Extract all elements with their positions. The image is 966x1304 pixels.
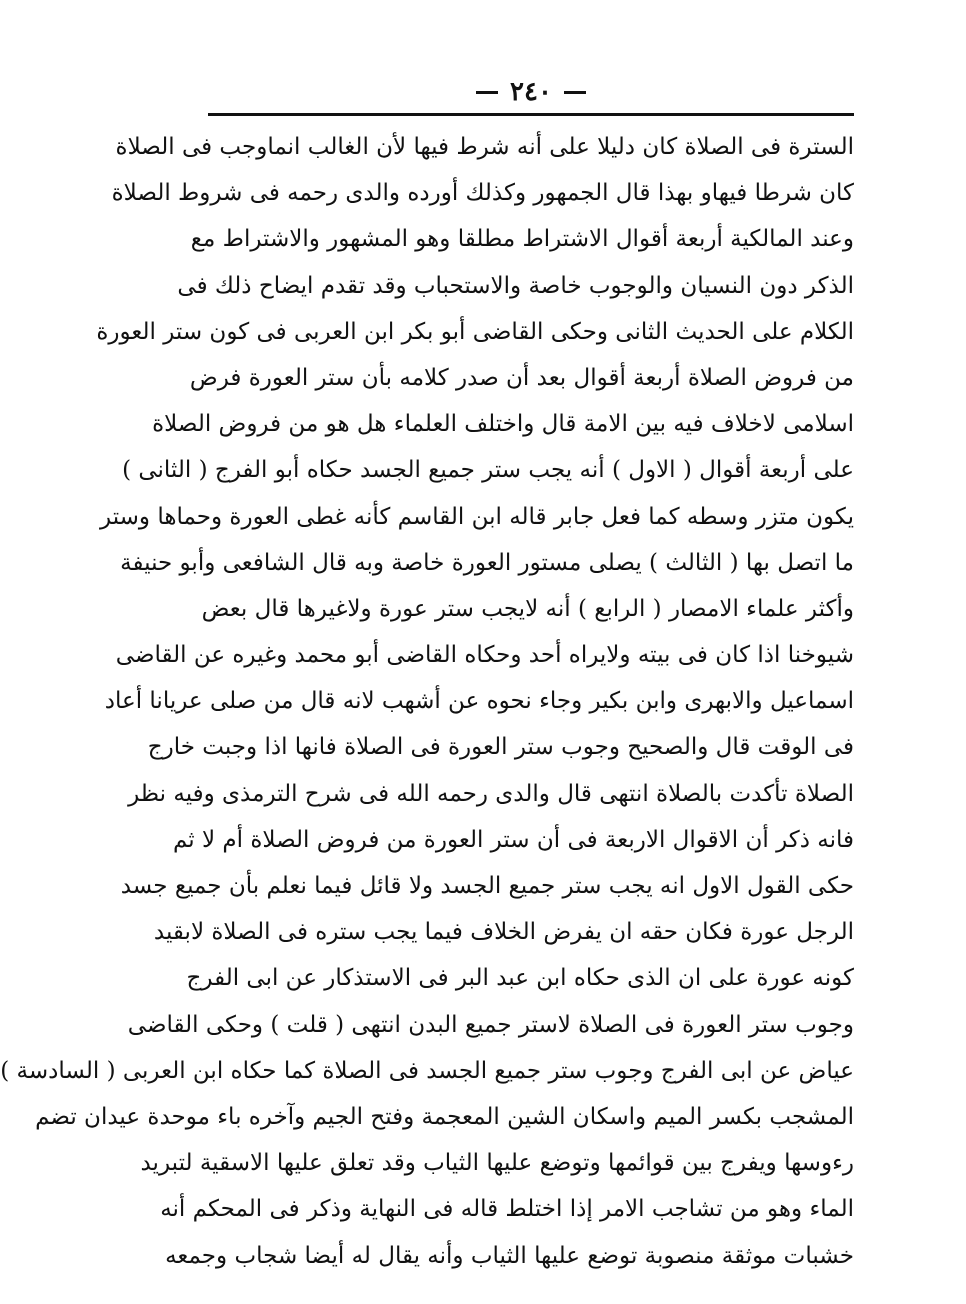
text-line: اسماعيل والابهرى وابن بكير وجاء نحوه عن أشهب لانه قال من صلى عريانا أعاد xyxy=(104,688,854,715)
header-rule xyxy=(208,113,854,116)
text-line: المشجب بكسر الميم واسكان الشين المعجمة وفتح الجيم وآخره باء موحدة عيدان تضم xyxy=(35,1103,854,1130)
text-line: خشبات موثقة منصوبة توضع عليها الثياب وأنه يقال له أيضا شجاب وجمعه xyxy=(165,1242,854,1269)
text-line: عياض عن ابى الفرج وجوب ستر جميع الجسد فى الصلاة كما حكاه ابن العربى ( السادسة ) xyxy=(0,1057,854,1084)
text-line: الذكر دون النسيان والوجوب خاصة والاستحباب وقد تقدم ايضاح ذلك فى xyxy=(177,272,854,299)
text-line: وجوب ستر العورة فى الصلاة لاستر جميع البدن انتهى ( قلت ) وحكى القاضى xyxy=(127,1011,854,1038)
text-line: السترة فى الصلاة كان دليلا على أنه شرط فيها لأن الغالب انماوجب فى الصلاة xyxy=(115,134,854,160)
page-header xyxy=(208,72,854,112)
text-line: كونه عورة على ان الذى حكاه ابن عبد البر فى الاستذكار عن ابى الفرج xyxy=(186,965,854,992)
right-dash xyxy=(564,91,586,94)
text-line: على أربعة أقوال ( الاول ) أنه يجب ستر جميع الجسد حكاه أبو الفرج ( الثانى ) xyxy=(122,457,854,484)
text-line: من فروض الصلاة أربعة أقوال بعد أن صدر كلامه بأن ستر العورة فرض xyxy=(189,364,854,391)
text-line: كان شرطا فيهاو بهذا قال الجمهور وكذلك أورده والدى رحمه فى شروط الصلاة xyxy=(111,180,854,207)
text-line: اسلامى لاخلاف فيه بين الامة قال واختلف العلماء هل هو من فروض الصلاة xyxy=(152,411,854,438)
text-line: فى الوقت قال والصحيح وجوب ستر العورة فى الصلاة فانها اذا وجبت خارج xyxy=(147,734,854,761)
text-line: الكلام على الحديث الثانى وحكى القاضى أبو بكر ابن العربى فى كون ستر العورة xyxy=(96,318,854,345)
text-line: الصلاة تأكدت بالصلاة انتهى قال والدى رحمه الله فى شرح الترمذى وفيه نظر xyxy=(128,780,854,807)
page-number: ٢٤٠ xyxy=(510,77,552,107)
body-text xyxy=(0,124,854,1279)
text-line: يكون متزر وسطه كما فعل جابر قاله ابن القاسم كأنه غطى العورة وحماها وستر xyxy=(100,503,854,530)
text-line: فانه ذكر أن الاقوال الاربعة فى أن ستر العورة من فروض الصلاة أم لا ثم xyxy=(172,826,854,853)
text-line: الرجل عورة فكان حقه ان يفرض الخلاف فيما يجب ستره فى الصلاة لابقيد xyxy=(153,919,854,946)
left-dash xyxy=(476,91,498,94)
text-line: رءوسها ويفرج بين قوائمها وتوضع عليها الثياب وقد تعلق عليها الاسقية لتبريد xyxy=(140,1150,854,1177)
text-line: وعند المالكية أربعة أقوال الاشتراط مطلقا وهو المشهور والاشتراط مع xyxy=(190,226,854,253)
text-line: وأكثر علماء الامصار ( الرابع ) أنه لايجب ستر عورة ولاغيرها قال بعض xyxy=(201,595,854,622)
text-line: حكى القول الاول انه يجب ستر جميع الجسد ولا قائل فيما نعلم بأن جميع جسد xyxy=(120,873,854,899)
text-line: الماء وهو من تشاجب الامر إذا اختلط قاله فى النهاية وذكر فى المحكم أنه xyxy=(160,1196,854,1223)
text-line: شيوخنا اذا كان فى بيته ولايراه أحد وحكاه القاضى أبو محمد وغيره عن القاضى xyxy=(115,642,854,669)
text-line: ما اتصل بها ( الثالث ) يصلى مستور العورة خاصة وبه قال الشافعى وأبو حنيفة xyxy=(120,549,854,576)
